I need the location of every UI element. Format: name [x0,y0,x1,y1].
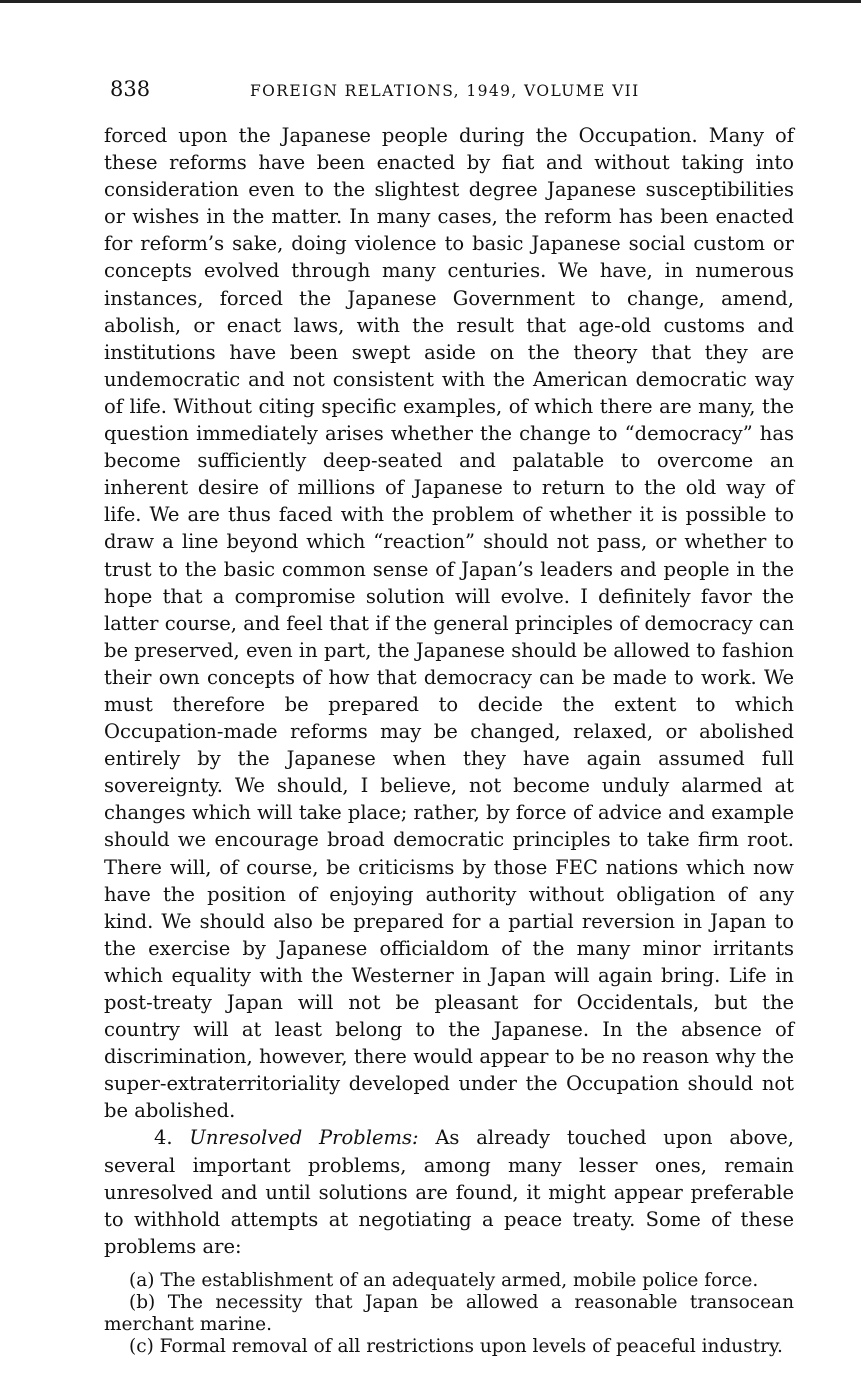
running-title: FOREIGN RELATIONS, 1949, VOLUME VII [250,82,640,100]
list-item: (b) The necessity that Japan be allowed a reasonable transocean merchant marine. [104,1291,794,1335]
problems-list [104,1270,794,1358]
document-body [104,122,794,1358]
list-item: (c) Formal removal of all restrictions upon levels of peaceful industry. [129,1335,783,1357]
continued-paragraph: forced upon the Japanese people during the Occupation. Many of these reforms have been enacted by fiat and without taking into consideration even to the slightest degree Japanese susceptibilities or wishes in the matter. In many cases, the reform has been enacted for reform’s sake, doing violence to basic Japanese social custom or concepts evolved through many centuries. We have, in numerous instances, forced the Japanese Government to change, amend, abolish, or enact laws, with the result that age-old customs and institutions have been swept aside on the theory that they are undemocratic and not consistent with the American democratic way of life. Without citing specific examples, of which there are many, the question immediately arises whether the change to “democracy” has become sufficiently deep-seated and palatable to overcome an inherent desire of millions of Japanese to return to the old way of life. We are thus faced with the problem of whether it is possible to draw a line beyond which “reaction” should not pass, or whether to trust to the basic common sense of Japan’s leaders and people in the hope that a compromise solution will evolve. I definitely favor the latter course, and feel that if the general principles of democracy can be preserved, even in part, the Japanese should be allowed to fashion their own concepts of how that democracy can be made to work. We must therefore be prepared to decide the extent to which Occupation-made reforms may be changed, relaxed, or abolished entirely by the Japanese when they have again assumed full sovereignty. We should, I believe, not become unduly alarmed at changes which will take place; rather, by force of advice and example should we encourage broad democratic principles to take firm root. There will, of course, be criticisms by those FEC nations which now have the position of enjoying authority without obligation of any kind. We should also be prepared for a partial reversion in Japan to the exercise by Japanese officialdom of the many minor irritants which equality with the Westerner in Japan will again bring. Life in post-treaty Japan will not be pleasant for Occidentals, but the country will at least belong to the Japanese. In the absence of discrimination, however, there would appear to be no reason why the super-extraterritoriality developed under the Occupation should not be abolished. [104,124,794,1123]
section-number: 4. [154,1126,173,1150]
page-header [110,74,790,108]
section-text: As already touched upon above, several important problems, among many lesser ones, remain unresolved and until solutions are found, it might appear preferable to withhold attempts at negotiating a peace treaty. Some of these problems are: [104,1126,794,1258]
top-border-rule [0,0,861,3]
section-4-paragraph [104,1124,794,1259]
section-heading: Unresolved Problems: [189,1126,419,1150]
list-item: (a) The establishment of an adequately armed, mobile police force. [129,1269,759,1291]
page-number: 838 [110,77,151,101]
